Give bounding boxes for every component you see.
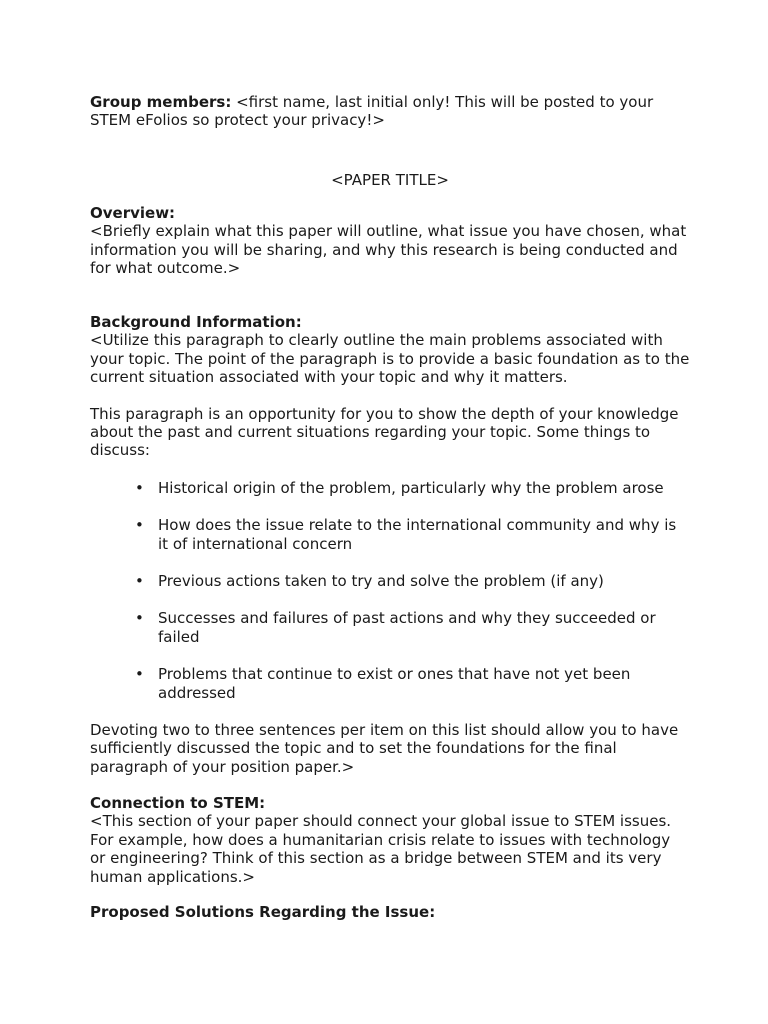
solutions-section [90,903,690,921]
list-item: • Successes and failures of past actions and why they succeeded or failed [135,609,656,646]
list-item: • Historical origin of the problem, particularly why the problem arose [135,478,664,497]
list-item: • Problems that continue to exist or ones that have not yet been addressed [135,665,631,702]
paper-title [90,171,690,189]
background-paragraph-1: <Utilize this paragraph to clearly outline the main problems associated with your topic. The point of the paragraph is to provide a basic foundation as to the current situation associated with your topic and why it matters. [90,331,690,387]
group-members-text: <first name, last initial only! This will be posted to your STEM eFolios so protect your privacy!> [90,93,654,130]
list-item: • Previous actions taken to try and solve the problem (if any) [135,572,604,591]
solutions-heading: Proposed Solutions Regarding the Issue: [90,903,436,921]
bullet-icon: • [135,516,144,535]
background-paragraph-2: This paragraph is an opportunity for you to show the depth of your knowledge about the past and current situations regarding your topic. Some things to discuss: [90,404,679,460]
bullet-icon: • [135,478,144,497]
overview-text: <Briefly explain what this paper will outline, what issue you have chosen, what information you will be sharing, and why this research is being conducted and for what outcome.> [90,222,687,278]
background-heading: Background Information: [90,313,302,331]
stem-section [90,794,690,886]
bullet-icon: • [135,609,144,628]
group-members-label: Group members: [90,93,232,111]
bullet-icon: • [135,665,144,684]
background-closing-paragraph [90,721,690,776]
bullet-icon: • [135,572,144,591]
list-item: • How does the issue relate to the international community and why is it of international concern [135,516,677,553]
group-members-paragraph [90,93,690,130]
stem-heading: Connection to STEM: [90,794,266,812]
background-paragraph-3: Devoting two to three sentences per item on this list should allow you to have sufficiently discussed the topic and to set the foundations for the final paragraph of your position paper.> [90,721,679,776]
paper-title-text: <PAPER TITLE> [331,171,449,189]
overview-section [90,204,690,278]
stem-text: <This section of your paper should connect your global issue to STEM issues. For example, how does a humanitarian crisis relate to issues with technology or engineering? Think of this section as a bridge between STEM and its very human applications.> [90,812,672,886]
background-section [90,313,690,702]
overview-heading: Overview: [90,204,176,222]
background-bullet-list [90,479,690,702]
